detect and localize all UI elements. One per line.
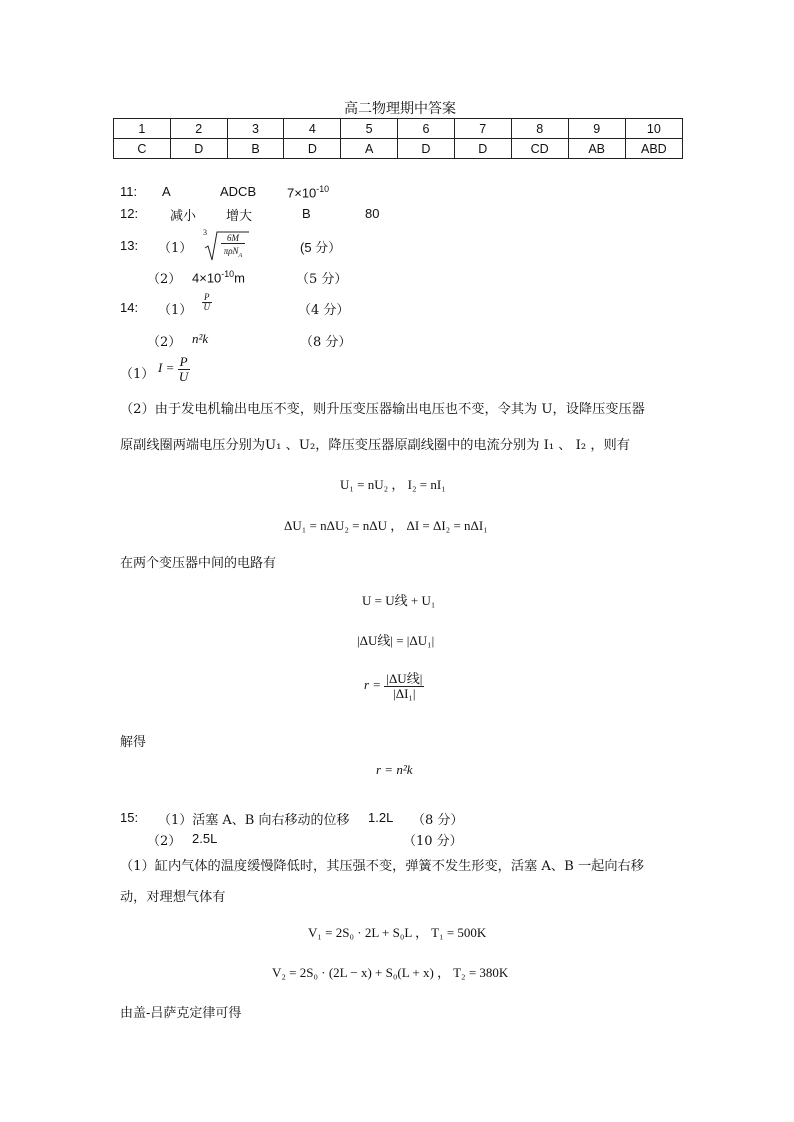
sol14-equation-5: r = $\frac{\text{|ΔU线|}}{\text{|ΔI₁|}}$ bbox=[364, 671, 423, 701]
table-cell: 4 bbox=[284, 119, 341, 139]
q14-part1-fraction: $\frac{P}{U}$ bbox=[203, 292, 210, 313]
q14-part1-score: （4 分） bbox=[298, 303, 350, 318]
q11-answer-b: ADCB bbox=[220, 184, 257, 199]
table-cell: 3 bbox=[227, 119, 284, 139]
table-cell: D bbox=[398, 139, 455, 159]
q15-label: 15: bbox=[120, 810, 139, 825]
q12-answer-d: 80 bbox=[365, 206, 380, 221]
q14-part2-answer: n²k bbox=[192, 331, 209, 346]
sol14-solve-text: 解得 bbox=[120, 735, 147, 750]
sol14-equation-4: |ΔU线| = |ΔU₁| bbox=[357, 633, 435, 648]
sol14-equation-6: r = n²k bbox=[376, 762, 413, 777]
sol14-equation-2: ΔU₁ = nΔU₂ = nΔU ， ΔI = ΔI₂ = nΔI₁ bbox=[284, 518, 488, 533]
table-cell: ABD bbox=[625, 139, 682, 159]
sol14-between-text: 在两个变压器中间的电路有 bbox=[120, 556, 277, 571]
table-cell: 9 bbox=[568, 119, 625, 139]
sol14-step1-label: （1） bbox=[120, 367, 155, 382]
fraction-denominator: πρN$_A$ bbox=[223, 246, 243, 259]
sol14-step2-line1: （2）由于发电机输出电压不变，则升压变压器输出电压也不变，令其为 U，设降压变压器 bbox=[120, 402, 645, 417]
table-cell: CD bbox=[511, 139, 568, 159]
q15-part2-score: （10 分） bbox=[403, 834, 463, 849]
q15-equation-2: V₂ = 2S₀ · (2L − x) + S₀(L + x) ， T₂ = 380K bbox=[272, 965, 509, 980]
sol14-equation-1: U₁ = nU₂ ， I₂ = nI₁ bbox=[340, 477, 446, 492]
q15-solution-line2: 动，对理想气体有 bbox=[120, 890, 226, 905]
q15-solution-line1: （1）缸内气体的温度缓慢降低时，其压强不变，弹簧不发生形变，活塞 A、B 一起向右移 bbox=[120, 859, 644, 874]
q13-part1-score: (5 分） bbox=[300, 240, 342, 255]
q11-answer-a: A bbox=[162, 184, 171, 199]
table-cell: 7 bbox=[454, 119, 511, 139]
q12-answer-c: B bbox=[302, 206, 311, 221]
table-cell: 5 bbox=[341, 119, 398, 139]
table-cell: D bbox=[170, 139, 227, 159]
q12-answer-b: 增大 bbox=[226, 209, 253, 224]
table-row-numbers bbox=[114, 119, 683, 139]
root-index: 3 bbox=[203, 228, 207, 237]
q13-part1-label: （1） bbox=[158, 241, 193, 256]
q14-part1-label: （1） bbox=[158, 303, 193, 318]
q15-part1-answer: 1.2L bbox=[368, 810, 394, 825]
sol14-equation-3: U = U线 + U₁ bbox=[362, 593, 436, 608]
table-cell: 2 bbox=[170, 119, 227, 139]
table-cell: D bbox=[454, 139, 511, 159]
table-row-answers bbox=[114, 139, 683, 159]
q13-part2-label: （2） bbox=[147, 272, 182, 287]
q12-answer-a: 减小 bbox=[170, 209, 197, 224]
table-cell: 8 bbox=[511, 119, 568, 139]
sol14-step2-line2: 原副线圈两端电压分别为U₁ 、U₂，降压变压器原副线圈中的电流分别为 I₁ 、 I₂ ，则有 bbox=[120, 438, 630, 453]
q13-part2-answer: $4\times 10^{-10}m$ bbox=[192, 269, 245, 286]
table-cell: 1 bbox=[114, 119, 171, 139]
q15-law-text: 由盖-吕萨克定律可得 bbox=[120, 1006, 242, 1021]
q15-part2-label: （2） bbox=[147, 834, 182, 849]
q14-part2-label: （2） bbox=[147, 335, 182, 350]
table-cell: A bbox=[341, 139, 398, 159]
q15-part2-answer: 2.5L bbox=[192, 831, 218, 846]
page-title: 高二物理期中答案 bbox=[344, 101, 456, 117]
table-cell: B bbox=[227, 139, 284, 159]
q14-part2-score: （8 分） bbox=[300, 335, 352, 350]
q15-equation-1: V₁ = 2S₀ · 2L + S₀L ， T₁ = 500K bbox=[308, 925, 487, 940]
answer-table bbox=[113, 118, 683, 159]
q13-root-formula bbox=[203, 228, 249, 262]
table-cell: 10 bbox=[625, 119, 682, 139]
sol14-step1-formula: I = $\frac{P}{U}$ bbox=[158, 354, 189, 384]
table-cell: D bbox=[284, 139, 341, 159]
table-cell: 6 bbox=[398, 119, 455, 139]
q11-answer-c: $7\times 10^{-10}$ bbox=[287, 184, 330, 201]
table-cell: C bbox=[114, 139, 171, 159]
q15-part1-text: （1）活塞 A、B 向右移动的位移 bbox=[158, 813, 350, 828]
q13-label: 13: bbox=[120, 238, 139, 253]
fraction-numerator: 6M bbox=[221, 233, 245, 244]
q13-part2-score: （5 分） bbox=[296, 272, 348, 287]
table-cell: AB bbox=[568, 139, 625, 159]
q15-part1-score: （8 分） bbox=[412, 813, 464, 828]
q14-label: 14: bbox=[120, 300, 139, 315]
q11-label: 11: bbox=[120, 184, 138, 199]
q12-label: 12: bbox=[120, 206, 139, 221]
